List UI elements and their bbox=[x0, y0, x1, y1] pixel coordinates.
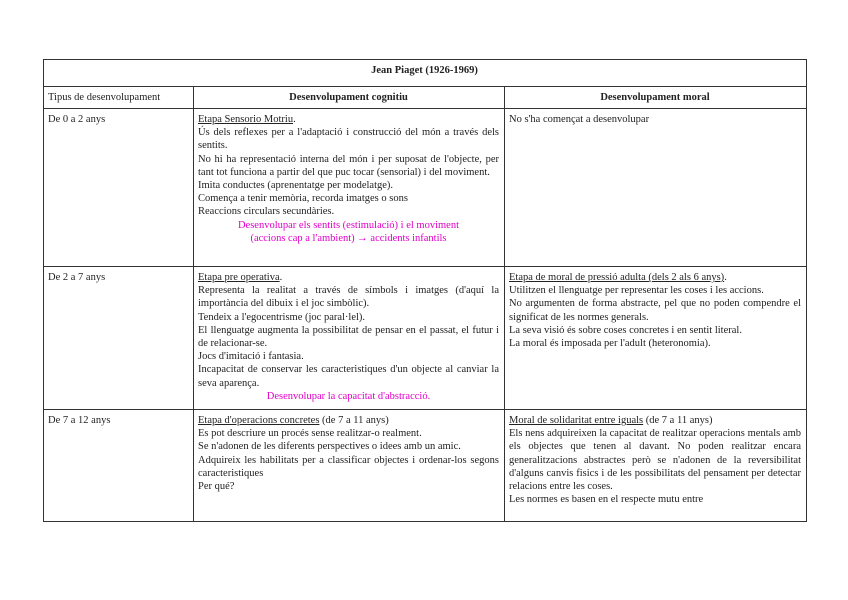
moral-cell bbox=[505, 267, 807, 410]
stage-heading: Etapa Sensorio Motriu. bbox=[198, 114, 296, 125]
highlight-note: Desenvolupar la capacitat d'abstracció. bbox=[266, 390, 431, 402]
header-cognitive: Desenvolupament cognitiu bbox=[194, 87, 505, 109]
table-title: Jean Piaget (1926-1969) bbox=[44, 60, 807, 87]
age-cell: De 2 a 7 anys bbox=[44, 267, 194, 410]
stage-heading: Etapa pre operativa. bbox=[198, 272, 283, 283]
moral-cell bbox=[505, 109, 807, 267]
header-stage: Tipus de desenvolupament bbox=[44, 87, 194, 109]
table-row bbox=[44, 410, 807, 522]
highlight-note: Desenvolupar els sentits (estimulació) i el moviment bbox=[237, 219, 460, 231]
cell-line: Se n'adonen de les diferents perspectives o idees amb un amic. bbox=[198, 441, 461, 453]
cell-line: Ús dels reflexes per a l'adaptació i construcció del món a través dels sentits. bbox=[198, 127, 499, 152]
cell-line: Els nens adquireixen la capacitat de realitzar operacions mentals amb els objectes que tenen al davant. No poden realitzar encara generalitzacions abstractes però se n'adonen de la reversibilitat d'alguns canvis fisics i de les possibilitats del pensament per detectar relacions entre les coses. bbox=[509, 428, 802, 493]
cell-line: Tendeix a l'egocentrisme (joc paral·lel). bbox=[198, 311, 366, 323]
cell-line: No s'ha començat a desenvolupar bbox=[509, 114, 650, 125]
cell-line: Incapacitat de conservar les caracteristiques d'un objecte al canviar la seva aparença. bbox=[198, 364, 499, 389]
highlight-note: (accions cap a l'ambient) → accidents infantils bbox=[250, 232, 447, 244]
stage-heading: Etapa de moral de pressió adulta (dels 2 als 6 anys). bbox=[509, 272, 727, 283]
cell-line: Adquireix les habilitats per a classificar objectes i ordenar-los segons caracteristiques bbox=[198, 454, 499, 479]
cell-line: Representa la realitat a través de símbols i imatges (d'aquí la importància del dibuix i el joc simbòlic). bbox=[198, 285, 499, 310]
moral-cell bbox=[505, 410, 807, 522]
cell-line: Utilitzen el llenguatge per representar les coses i les accions. bbox=[509, 285, 764, 297]
cell-line: Imita conductes (aprenentatge per modelatge). bbox=[198, 180, 394, 192]
header-moral: Desenvolupament moral bbox=[505, 87, 807, 109]
cell-line: Comença a tenir memòria, recorda imatges o sons bbox=[198, 193, 408, 205]
age-cell: De 7 a 12 anys bbox=[44, 410, 194, 522]
cell-line: No hi ha representació interna del món i per suposat de l'objecte, per tant tot funciona a partir del que puc tocar (sensorial) i del moviment. bbox=[198, 153, 499, 178]
cognitive-cell bbox=[194, 109, 505, 267]
cell-line: Per qué? bbox=[198, 481, 235, 493]
table-row bbox=[44, 109, 807, 267]
cognitive-cell bbox=[194, 267, 505, 410]
cell-line: Reaccions circulars secundàries. bbox=[198, 206, 335, 218]
moral-cell-content bbox=[509, 414, 801, 518]
age-cell: De 0 a 2 anys bbox=[44, 109, 194, 267]
stage-heading: Moral de solidaritat entre iguals (de 7 a 11 anys) bbox=[509, 415, 713, 426]
cognitive-cell bbox=[194, 410, 505, 522]
cell-line: El llenguatge augmenta la possibilitat de pensar en el passat, el futur i de relacionar-se. bbox=[198, 324, 499, 350]
cell-line: La seva visió és sobre coses concretes i en sentit literal. bbox=[509, 324, 742, 336]
stage-heading: Etapa d'operacions concretes (de 7 a 11 anys) bbox=[198, 415, 389, 426]
table-row bbox=[44, 267, 807, 410]
cell-line: No argumenten de forma abstracte, pel que no poden compendre el significat de les normes generals. bbox=[509, 298, 802, 323]
cell-line: Jocs d'imitació i fantasia. bbox=[198, 351, 304, 363]
cell-line: Les normes es basen en el respecte mutu entre bbox=[509, 494, 704, 506]
piaget-table bbox=[43, 59, 807, 522]
cell-line: La moral és imposada per l'adult (heteronomia). bbox=[509, 338, 711, 350]
cell-line: Es pot descriure un procés sense realitzar-o realment. bbox=[198, 428, 422, 440]
